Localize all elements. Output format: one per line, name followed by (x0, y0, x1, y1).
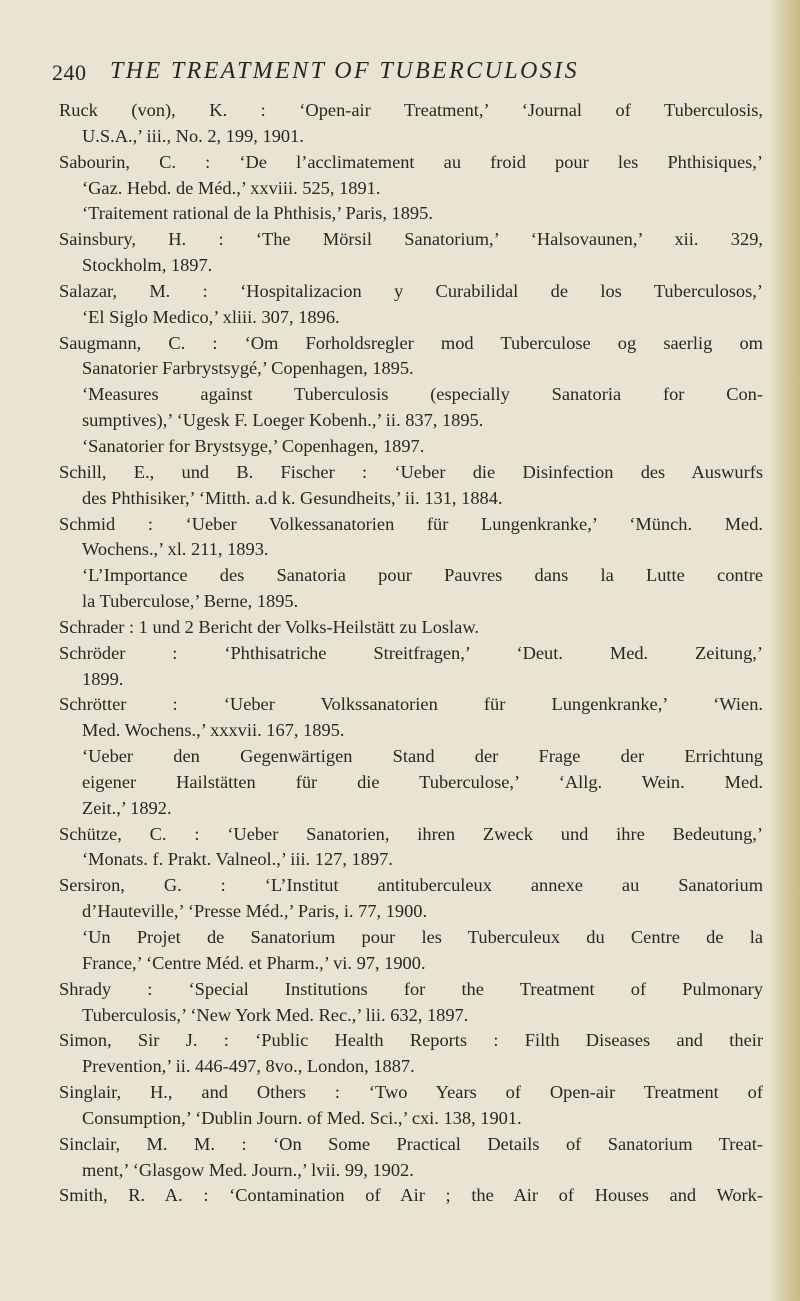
bibliography-line: Sabourin, C. : ‘De l’acclimatement au froid pour les Phthisiques,’ (59, 151, 763, 172)
bibliography-line: Salazar, M. : ‘Hospitalizacion y Curabilidal de los Tuberculosos,’ (59, 280, 763, 301)
bibliography-line: ‘Monats. f. Prakt. Valneol.,’ iii. 127, 1897. (82, 849, 393, 870)
page-header (52, 58, 752, 88)
bibliography-line: France,’ ‘Centre Méd. et Pharm.,’ vi. 97, 1900. (82, 952, 426, 973)
bibliography-line: Prevention,’ ii. 446-497, 8vo., London, 1887. (82, 1056, 415, 1077)
bibliography-line: ‘Traitement rational de la Phthisis,’ Paris, 1895. (82, 203, 433, 224)
bibliography-line: 1899. (82, 668, 124, 689)
bibliography-line: Consumption,’ ‘Dublin Journ. of Med. Sci.,’ cxi. 138, 1901. (82, 1107, 522, 1128)
running-title: THE TREATMENT OF TUBERCULOSIS (110, 58, 579, 84)
bibliography-list (59, 98, 763, 1209)
bibliography-line: ‘L’Importance des Sanatoria pour Pauvres dans la Lutte contre (82, 565, 763, 586)
bibliography-line: ‘Measures against Tuberculosis (especially Sanatoria for Con- (82, 384, 763, 405)
bibliography-line: Schütze, C. : ‘Ueber Sanatorien, ihren Zweck und ihre Bedeutung,’ (59, 823, 763, 844)
bibliography-line: Sinclair, M. M. : ‘On Some Practical Details of Sanatorium Treat- (59, 1133, 763, 1154)
bibliography-line: Schrötter : ‘Ueber Volkssanatorien für Lungenkranke,’ ‘Wien. (59, 694, 763, 715)
bibliography-line: Tuberculosis,’ ‘New York Med. Rec.,’ lii. 632, 1897. (82, 1004, 469, 1025)
bibliography-line: Schrader : 1 und 2 Bericht der Volks-Heilstätt zu Loslaw. (59, 616, 480, 637)
bibliography-line: ment,’ ‘Glasgow Med. Journ.,’ lvii. 99, 1902. (82, 1159, 414, 1180)
bibliography-line: Sainsbury, H. : ‘The Mörsil Sanatorium,’ ‘Halsovaunen,’ xii. 329, (59, 229, 763, 250)
bibliography-line: ‘Un Projet de Sanatorium pour les Tuberculeux du Centre de la (82, 927, 763, 947)
page-edge-shading (770, 0, 800, 1301)
bibliography-line: ‘Gaz. Hebd. de Méd.,’ xxviii. 525, 1891. (82, 177, 381, 198)
bibliography-line: Stockholm, 1897. (82, 255, 213, 276)
bibliography-line: U.S.A.,’ iii., No. 2, 199, 1901. (82, 125, 304, 146)
bibliography-line: sumptives),’ ‘Ugesk F. Loeger Kobenh.,’ ii. 837, 1895. (82, 410, 484, 431)
bibliography-line: ‘Ueber den Gegenwärtigen Stand der Frage der Errichtung (82, 746, 763, 767)
bibliography-line: Sanatorier Farbrystsygé,’ Copenhagen, 1895. (82, 358, 414, 379)
page-number: 240 (52, 60, 87, 85)
bibliography-line: Saugmann, C. : ‘Om Forholdsregler mod Tuberculose og saerlig om (59, 332, 763, 353)
bibliography-line: la Tuberculose,’ Berne, 1895. (82, 591, 299, 612)
bibliography-line: ‘El Siglo Medico,’ xliii. 307, 1896. (82, 306, 340, 327)
bibliography-line: des Phthisiker,’ ‘Mitth. a.d k. Gesundheits,’ ii. 131, 1884. (82, 487, 503, 508)
bibliography-line: Wochens.,’ xl. 211, 1893. (82, 539, 269, 560)
bibliography-line: Schmid : ‘Ueber Volkessanatorien für Lungenkranke,’ ‘Münch. Med. (59, 513, 763, 534)
bibliography-line: Zeit.,’ 1892. (82, 797, 172, 818)
bibliography-line: Smith, R. A. : ‘Contamination of Air ; the Air of Houses and Work- (59, 1185, 763, 1206)
bibliography-line: Med. Wochens.,’ xxxvii. 167, 1895. (82, 720, 345, 741)
bibliography-line: Ruck (von), K. : ‘Open-air Treatment,’ ‘Journal of Tuberculosis, (59, 100, 763, 120)
bibliography-line: Singlair, H., and Others : ‘Two Years of Open-air Treatment of (59, 1082, 763, 1103)
bibliography-line: d’Hauteville,’ ‘Presse Méd.,’ Paris, i. 77, 1900. (82, 901, 428, 922)
bibliography-line: Simon, Sir J. : ‘Public Health Reports : Filth Diseases and their (59, 1030, 763, 1051)
bibliography-line: Schill, E., und B. Fischer : ‘Ueber die Disinfection des Auswurfs (59, 461, 763, 482)
bibliography-line: Shrady : ‘Special Institutions for the Treatment of Pulmonary (59, 978, 763, 999)
bibliography-line: Sersiron, G. : ‘L’Institut antituberculeux annexe au Sanatorium (59, 875, 763, 896)
bibliography-line: eigener Hailstätten für die Tuberculose,’ ‘Allg. Wein. Med. (82, 771, 763, 792)
bibliography-line: Schröder : ‘Phthisatriche Streitfragen,’ ‘Deut. Med. Zeitung,’ (59, 642, 763, 663)
bibliography-line: ‘Sanatorier for Brystsyge,’ Copenhagen, 1897. (82, 435, 425, 456)
